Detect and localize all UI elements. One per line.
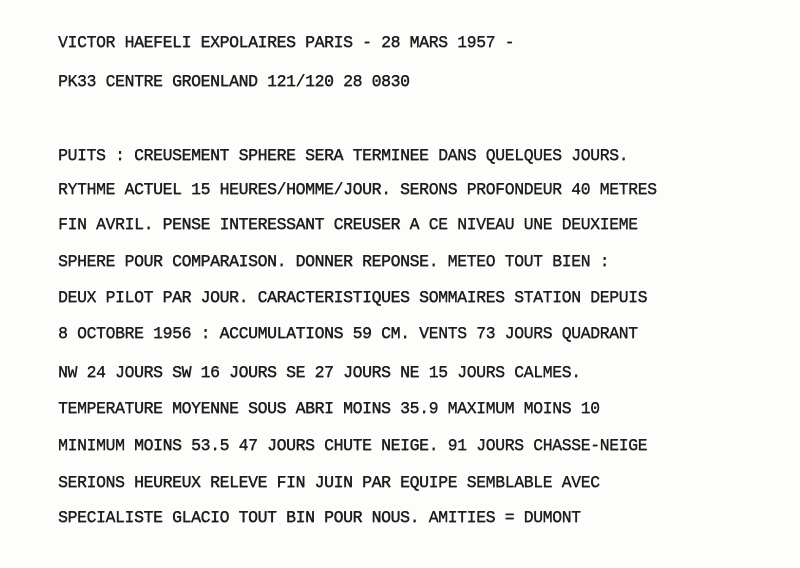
body-line-4: SPHERE POUR COMPARAISON. DONNER REPONSE. METEO TOUT BIEN : [58, 252, 610, 271]
body-line-2: RYTHME ACTUEL 15 HEURES/HOMME/JOUR. SERONS PROFONDEUR 40 METRES [58, 180, 657, 199]
body-line-1: PUITS : CREUSEMENT SPHERE SERA TERMINEE DANS QUELQUES JOURS. [58, 146, 629, 165]
body-line-7: NW 24 JOURS SW 16 JOURS SE 27 JOURS NE 15 JOURS CALMES. [58, 363, 581, 382]
header-line-2: PK33 CENTRE GROENLAND 121/120 28 0830 [58, 72, 410, 91]
body-line-6: 8 OCTOBRE 1956 : ACCUMULATIONS 59 CM. VENTS 73 JOURS QUADRANT [58, 324, 638, 343]
body-line-3: FIN AVRIL. PENSE INTERESSANT CREUSER A CE NIVEAU UNE DEUXIEME [58, 215, 638, 234]
body-line-5: DEUX PILOT PAR JOUR. CARACTERISTIQUES SOMMAIRES STATION DEPUIS [58, 288, 648, 307]
body-line-10: SERIONS HEUREUX RELEVE FIN JUIN PAR EQUIPE SEMBLABLE AVEC [58, 473, 600, 492]
header-line-1: VICTOR HAEFELI EXPOLAIRES PARIS - 28 MARS 1957 - [58, 33, 515, 52]
body-line-9: MINIMUM MOINS 53.5 47 JOURS CHUTE NEIGE. 91 JOURS CHASSE-NEIGE [58, 436, 648, 455]
body-line-8: TEMPERATURE MOYENNE SOUS ABRI MOINS 35.9 MAXIMUM MOINS 10 [58, 399, 600, 418]
body-line-11: SPECIALISTE GLACIO TOUT BIN POUR NOUS. AMITIES = DUMONT [58, 508, 581, 527]
